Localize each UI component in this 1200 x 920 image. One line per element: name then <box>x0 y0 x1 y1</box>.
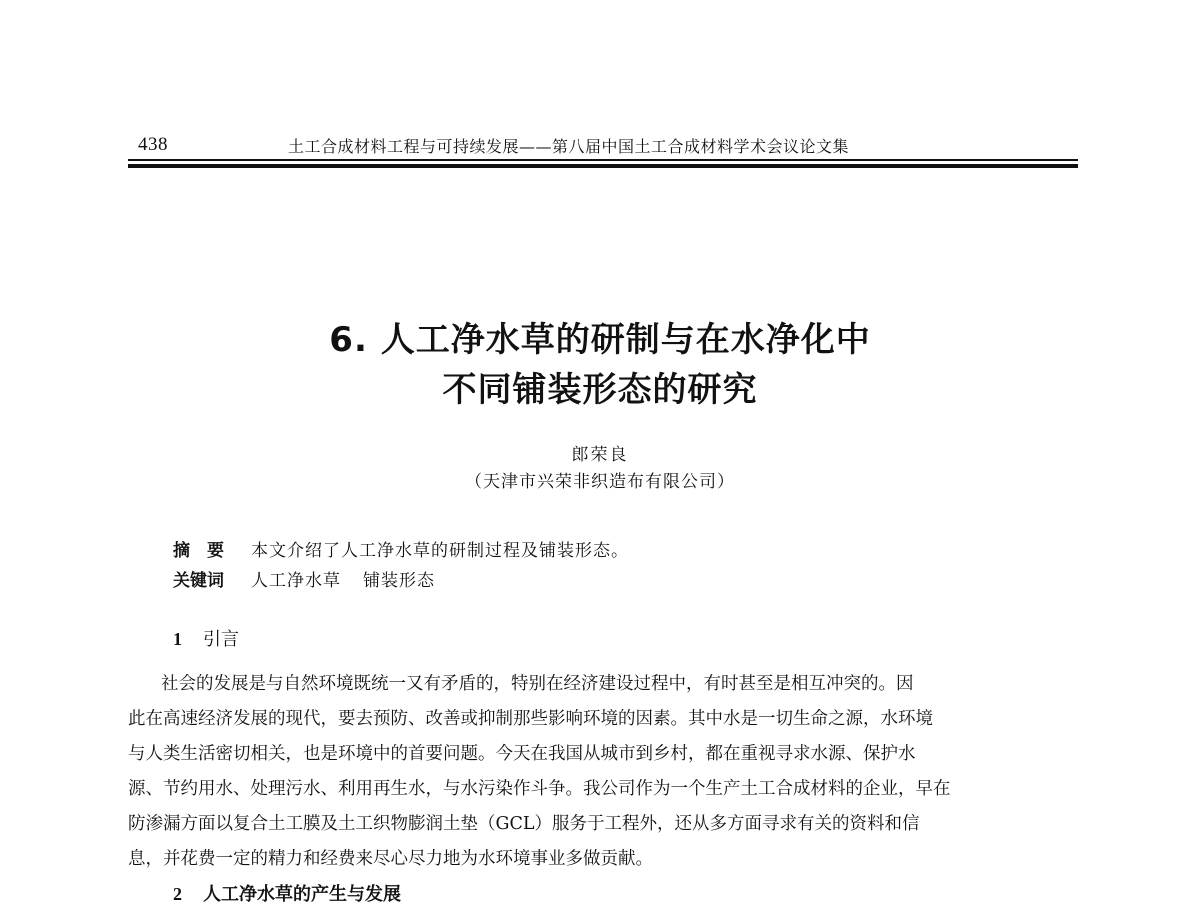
keyword-item: 铺装形态 <box>363 571 435 591</box>
paragraph-line: 源、节约用水、处理污水、利用再生水，与水污染作斗争。我公司作为一个生产土工合成材料的企业，早在 <box>128 779 951 799</box>
section-number: 1 <box>173 629 182 649</box>
paragraph-line: 息，并花费一定的精力和经费来尽心尽力地为水环境事业多做贡献。 <box>128 849 653 869</box>
author-affiliation: （天津市兴荣非织造布有限公司） <box>465 472 735 492</box>
abstract <box>173 536 629 561</box>
paragraph-line: 此在高速经济发展的现代，要去预防、改善或抑制那些影响环境的因素。其中水是一切生命之源，水环境 <box>128 709 933 729</box>
running-header <box>128 132 1078 162</box>
abstract-label: 摘 要 <box>173 541 224 561</box>
paper-title-line-1: 6. 人工净水草的研制与在水净化中 <box>329 320 871 360</box>
paragraph-line: 防渗漏方面以复合土工膜及土工织物膨润土垫（GCL）服务于工程外，还从多方面寻求有关的资料和信 <box>128 814 920 834</box>
keywords <box>173 566 435 591</box>
section-title: 人工净水草的产生与发展 <box>203 884 401 905</box>
section-title: 引言 <box>203 629 239 650</box>
paragraph-line: 与人类生活密切相关，也是环境中的首要问题。今天在我国从城市到乡村，都在重视寻求水源、保护水 <box>128 744 916 764</box>
page-number: 438 <box>138 134 168 155</box>
header-rule-thick <box>128 164 1078 168</box>
author-name: 郎荣良 <box>571 445 629 465</box>
section-heading-introduction <box>173 625 239 651</box>
paper-title-line-2: 不同铺装形态的研究 <box>442 370 758 410</box>
keyword-item: 人工净水草 <box>251 571 341 591</box>
running-head-title: 土工合成材料工程与可持续发展——第八届中国土工合成材料学术会议论文集 <box>288 137 850 156</box>
paragraph-line: 社会的发展是与自然环境既统一又有矛盾的，特别在经济建设过程中，有时甚至是相互冲突的。因 <box>161 674 914 694</box>
section-number: 2 <box>173 884 182 904</box>
header-rule-thin <box>128 159 1078 161</box>
abstract-text: 本文介绍了人工净水草的研制过程及铺装形态。 <box>251 541 629 561</box>
section-heading-development <box>173 880 401 906</box>
keywords-label: 关键词 <box>173 571 224 591</box>
